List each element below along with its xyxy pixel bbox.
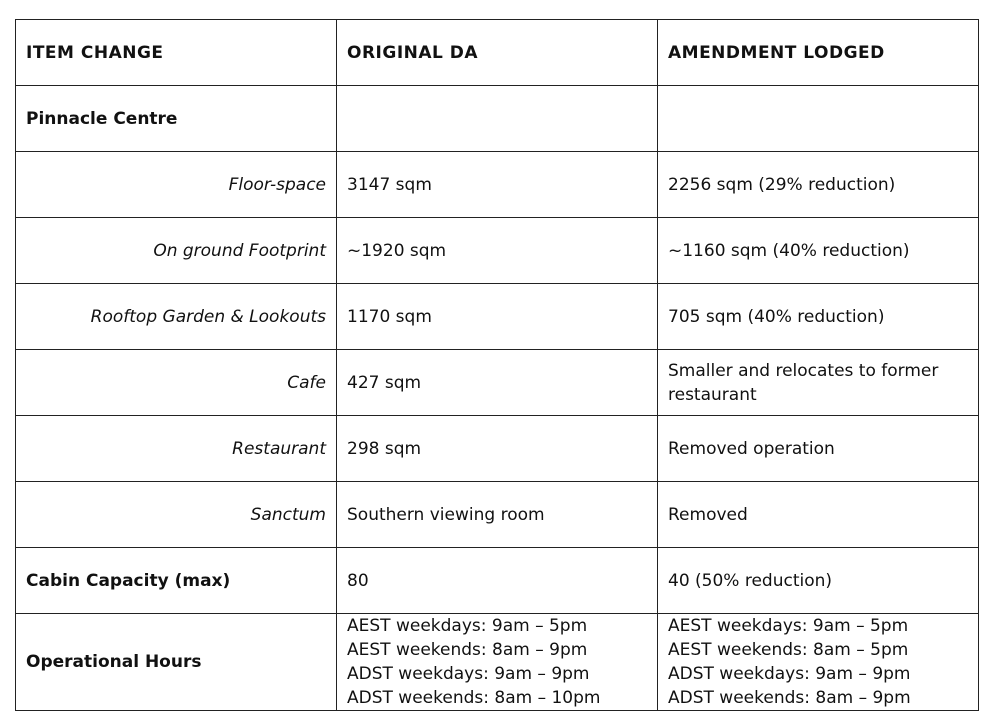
section-label: Cabin Capacity (max) <box>16 548 337 614</box>
amendment-value: 705 sqm (40% reduction) <box>658 284 979 350</box>
empty-cell <box>337 86 658 152</box>
section-label: Operational Hours <box>16 614 337 711</box>
header-row <box>16 20 979 86</box>
hours-line: ADST weekends: 8am – 10pm <box>347 688 601 708</box>
item-label: Sanctum <box>16 482 337 548</box>
item-label: Rooftop Garden & Lookouts <box>16 284 337 350</box>
table-row <box>16 218 979 284</box>
original-value: 3147 sqm <box>337 152 658 218</box>
hours-line: AEST weekends: 8am – 9pm <box>347 640 588 660</box>
hours-line: ADST weekends: 8am – 9pm <box>668 688 911 708</box>
original-value: Southern viewing room <box>337 482 658 548</box>
amendment-value: Smaller and relocates to former restaurant <box>658 350 979 416</box>
hours-line: AEST weekdays: 9am – 5pm <box>347 616 588 636</box>
hours-line: AEST weekends: 8am – 5pm <box>668 640 909 660</box>
amendment-value: 40 (50% reduction) <box>658 548 979 614</box>
amendment-value: Removed operation <box>658 416 979 482</box>
original-value: 1170 sqm <box>337 284 658 350</box>
section-row-pinnacle-centre <box>16 86 979 152</box>
amendment-value: 2256 sqm (29% reduction) <box>658 152 979 218</box>
header-item-change: ITEM CHANGE <box>16 20 337 86</box>
hours-line: ADST weekdays: 9am – 9pm <box>347 664 590 684</box>
original-value: 298 sqm <box>337 416 658 482</box>
hours-line: ADST weekdays: 9am – 9pm <box>668 664 911 684</box>
table-row <box>16 284 979 350</box>
table-row <box>16 350 979 416</box>
header-amendment-lodged: AMENDMENT LODGED <box>658 20 979 86</box>
original-value: 427 sqm <box>337 350 658 416</box>
amendment-value: Removed <box>658 482 979 548</box>
amendment-value: ~1160 sqm (40% reduction) <box>658 218 979 284</box>
table-row <box>16 482 979 548</box>
item-label: On ground Footprint <box>16 218 337 284</box>
item-label: Floor-space <box>16 152 337 218</box>
original-hours <box>337 614 658 711</box>
section-row-operational-hours <box>16 614 979 711</box>
item-label: Cafe <box>16 350 337 416</box>
section-label: Pinnacle Centre <box>16 86 337 152</box>
table-row <box>16 152 979 218</box>
hours-line: AEST weekdays: 9am – 5pm <box>668 616 909 636</box>
empty-cell <box>658 86 979 152</box>
amendment-hours <box>658 614 979 711</box>
original-value: 80 <box>337 548 658 614</box>
item-label: Restaurant <box>16 416 337 482</box>
original-value: ~1920 sqm <box>337 218 658 284</box>
section-row-cabin-capacity <box>16 548 979 614</box>
amendment-comparison-table <box>15 19 979 711</box>
table-row <box>16 416 979 482</box>
header-original-da: ORIGINAL DA <box>337 20 658 86</box>
